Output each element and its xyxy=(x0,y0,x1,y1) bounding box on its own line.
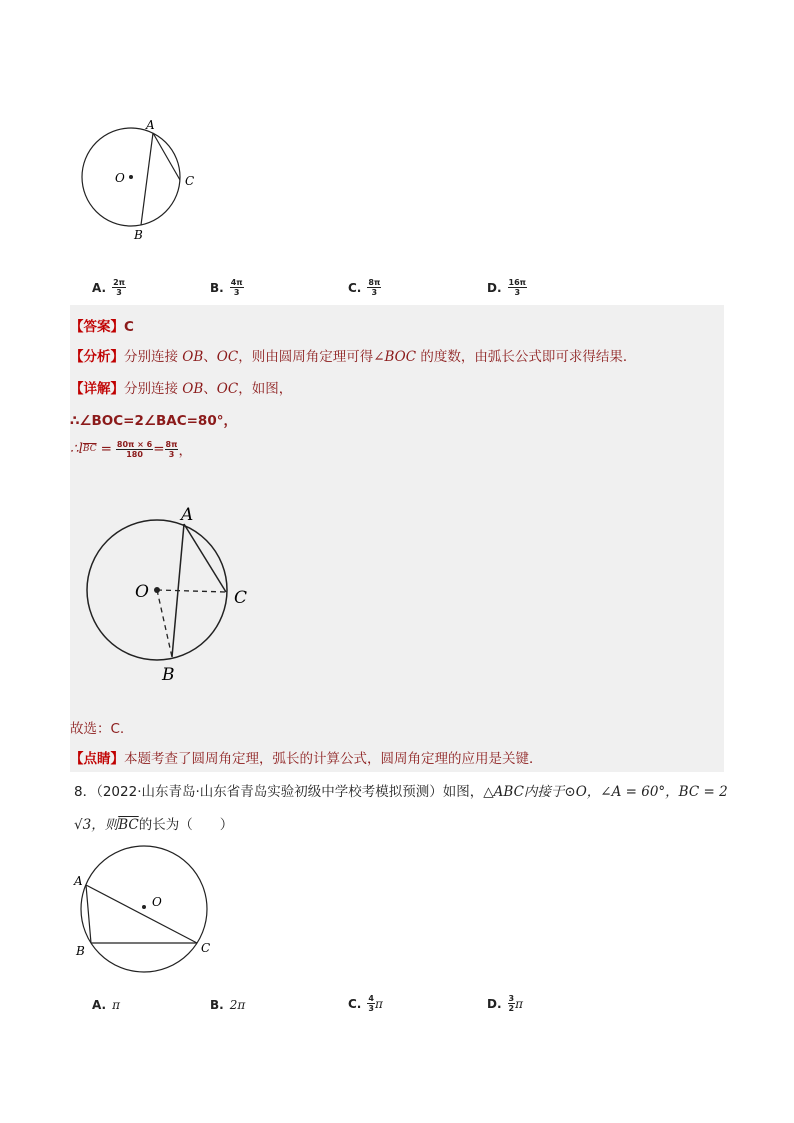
option-text: π xyxy=(374,996,383,1011)
label-o: O xyxy=(135,582,149,602)
option-letter: D. xyxy=(487,996,502,1011)
question8-line2: √3，则$\overline{BC}$的长为（ ） xyxy=(74,817,234,833)
option-q8-b[interactable] xyxy=(210,998,245,1012)
center-dot xyxy=(142,905,146,909)
option-fraction: $\frac{2\pi}{3}$ xyxy=(113,278,125,297)
label-a: A xyxy=(181,505,194,525)
option-letter: C. xyxy=(348,280,362,295)
option-fraction: $\frac{4}{3}$ xyxy=(368,994,374,1013)
label-a: A xyxy=(74,874,83,888)
analysis-line: 【分析】分别连接 OB、OC，则由圆周角定理可得∠BOC 的度数，由弧长公式即可求得结果． xyxy=(70,349,637,365)
step2-line: ∴l $\overline{BC}$ = $\frac{80\pi \times 6}{180}$ = $\frac{8\pi}{3}$ ， xyxy=(70,439,192,459)
answer-tag: 【答案】 xyxy=(70,319,124,335)
label-b: B xyxy=(134,228,143,242)
label-c: C xyxy=(185,174,195,188)
option-letter: D. xyxy=(487,280,502,295)
step1-line: ∴∠BOC=2∠BAC=80°， xyxy=(70,413,237,429)
option-letter: C. xyxy=(348,996,362,1011)
question8-line1: 8．（2022·山东青岛·山东省青岛实验初级中学校考模拟预测）如图，△ABC内接于⊙O，∠A = 60°，BC = 2 xyxy=(74,784,728,800)
option-fraction: $\frac{4\pi}{3}$ xyxy=(230,278,243,297)
option-q7-c[interactable] xyxy=(348,278,381,297)
label-a: A xyxy=(146,118,155,132)
top-circle-figure xyxy=(75,115,210,245)
option-q8-a[interactable] xyxy=(92,998,120,1012)
option-letter: A. xyxy=(92,998,107,1012)
option-text: π xyxy=(112,998,120,1012)
answer-block xyxy=(70,305,724,772)
radius-oc xyxy=(157,590,226,592)
option-q8-d[interactable] xyxy=(487,994,523,1013)
center-dot xyxy=(154,587,160,593)
side-ac xyxy=(86,885,197,943)
option-letter: B. xyxy=(210,998,224,1012)
answer-value: C xyxy=(124,319,134,335)
option-q7-d[interactable] xyxy=(487,278,527,297)
radius-ob xyxy=(157,590,172,657)
comment-line: 【点睛】本题考查了圆周角定理，弧长的计算公式，圆周角定理的应用是关键． xyxy=(70,751,543,767)
option-fraction: $\frac{3}{2}$ xyxy=(508,994,515,1013)
label-b: B xyxy=(76,944,85,958)
label-o: O xyxy=(115,171,125,185)
label-c: C xyxy=(201,941,211,955)
answer-line xyxy=(70,315,134,335)
option-letter: B. xyxy=(210,280,224,295)
option-fraction: $\frac{8\pi}{3}$ xyxy=(368,278,381,297)
label-o: O xyxy=(152,895,162,909)
option-fraction: $\frac{16\pi}{3}$ xyxy=(508,278,526,297)
label-c: C xyxy=(234,588,248,608)
option-text: π xyxy=(515,996,523,1011)
choose-line: 故选：C. xyxy=(70,721,125,737)
option-q7-a[interactable] xyxy=(92,278,126,297)
detail-line: 【详解】分别连接 OB、OC，如图， xyxy=(70,381,293,397)
mid-circle-figure xyxy=(80,500,280,685)
option-text: 2π xyxy=(229,998,246,1012)
label-b: B xyxy=(162,665,175,685)
option-q7-b[interactable] xyxy=(210,278,244,297)
option-q8-c[interactable] xyxy=(348,994,383,1013)
bottom-circle-figure xyxy=(70,843,220,973)
chord-ab xyxy=(141,133,153,225)
center-dot xyxy=(129,175,133,179)
option-letter: A. xyxy=(92,280,107,295)
